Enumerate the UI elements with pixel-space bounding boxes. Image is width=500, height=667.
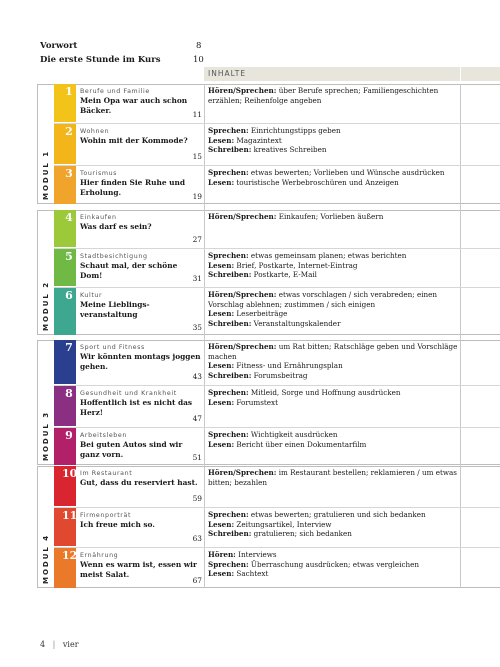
intro-erste-stunde-page: 10 bbox=[193, 55, 204, 65]
chapter-content bbox=[208, 430, 459, 449]
content-line bbox=[208, 145, 459, 155]
content-line bbox=[208, 136, 459, 146]
chapter-color-bar bbox=[54, 288, 62, 335]
skill-text: etwas vorschlagen / sich verabreden; einen Vorschlag ablehnen; zustimmen / sich einigen bbox=[208, 290, 438, 309]
chapter-color-bar bbox=[54, 210, 62, 247]
chapter-content bbox=[208, 251, 459, 280]
chapter-color-bar bbox=[54, 249, 62, 286]
skill-label: Hören/Sprechen: bbox=[208, 342, 277, 351]
chapter-number: 3 bbox=[62, 166, 76, 204]
skill-label: Sprechen: bbox=[208, 388, 249, 397]
skill-label: Lesen: bbox=[208, 361, 235, 370]
module-3-label: MODUL 3 bbox=[42, 410, 50, 461]
content-line bbox=[208, 309, 459, 319]
skill-label: Hören/Sprechen: bbox=[208, 212, 277, 221]
row-separator bbox=[54, 165, 500, 166]
skill-label: Sprechen: bbox=[208, 168, 249, 177]
chapter-content bbox=[208, 468, 459, 487]
skill-label: Lesen: bbox=[208, 309, 235, 318]
skill-text: Bericht über einen Dokumentarfilm bbox=[234, 439, 367, 449]
page-word: vier bbox=[62, 640, 79, 649]
skill-label: Lesen: bbox=[208, 397, 235, 407]
content-line bbox=[208, 430, 459, 440]
chapter-title: Einkaufen bbox=[80, 214, 117, 221]
chapter-content bbox=[208, 86, 459, 105]
content-line bbox=[208, 261, 459, 271]
chapter-color-bar bbox=[54, 466, 62, 506]
chapter-subtitle: Bei guten Autos sind wir ganz vorn. bbox=[80, 440, 183, 459]
chapter-title: Ernährung bbox=[80, 552, 119, 559]
chapter-number: 5 bbox=[62, 249, 76, 286]
skill-label: Schreiben: bbox=[208, 145, 252, 154]
chapter-color-bar bbox=[54, 386, 62, 426]
chapter-number: 11 bbox=[62, 508, 76, 546]
chapter-entry[interactable] bbox=[80, 548, 202, 588]
page-footer bbox=[40, 640, 79, 649]
intro-vorwort-page: 8 bbox=[196, 41, 202, 51]
skill-label: Sprechen: bbox=[208, 430, 249, 439]
chapter-color-bar bbox=[54, 428, 62, 465]
chapter-entry[interactable] bbox=[80, 340, 202, 384]
content-line bbox=[208, 560, 459, 570]
skill-label: Lesen: bbox=[208, 439, 235, 449]
chapter-content bbox=[208, 290, 459, 328]
content-line bbox=[208, 468, 459, 487]
skill-label: Lesen: bbox=[208, 519, 235, 529]
skill-label: Sprechen: bbox=[208, 510, 249, 519]
chapter-number: 10 bbox=[62, 466, 76, 506]
chapter-subtitle: Gut, dass du reserviert hast. bbox=[80, 478, 198, 487]
skill-text: Interviews bbox=[235, 550, 277, 559]
chapter-color-bar bbox=[54, 340, 62, 384]
chapter-number: 12 bbox=[62, 548, 76, 588]
content-line bbox=[208, 319, 459, 329]
chapter-page: 63 bbox=[192, 534, 202, 543]
skill-text: Wichtigkeit ausdrücken bbox=[248, 430, 338, 439]
row-separator bbox=[54, 248, 500, 249]
row-separator bbox=[54, 547, 500, 548]
module-2-label: MODUL 2 bbox=[42, 280, 50, 331]
skill-text: Brief, Postkarte, Internet-Eintrag bbox=[234, 260, 358, 270]
chapter-entry[interactable] bbox=[80, 124, 202, 164]
skill-label: Sprechen: bbox=[208, 559, 249, 569]
chapter-subtitle: Was darf es sein? bbox=[80, 222, 152, 231]
skill-text: Veranstaltungskalender bbox=[251, 318, 341, 328]
chapter-title: Arbeitsleben bbox=[80, 432, 127, 439]
content-line bbox=[208, 126, 459, 136]
chapter-subtitle: Hier finden Sie Ruhe und Erholung. bbox=[80, 178, 186, 197]
chapter-content bbox=[208, 212, 459, 222]
skill-text: Leserbeiträge bbox=[234, 309, 288, 318]
content-line bbox=[208, 168, 459, 178]
skill-label: Sprechen: bbox=[208, 126, 249, 135]
chapter-number: 4 bbox=[62, 210, 76, 247]
chapter-page: 51 bbox=[192, 453, 202, 462]
skill-label: Lesen: bbox=[208, 135, 235, 145]
module-1-label: MODUL 1 bbox=[42, 149, 50, 200]
page-number: 4 bbox=[40, 640, 46, 649]
chapter-title: Gesundheit und Krankheit bbox=[80, 390, 177, 397]
skill-text: Einrichtungstipps geben bbox=[248, 126, 341, 135]
chapter-content bbox=[208, 168, 459, 187]
content-line bbox=[208, 388, 459, 398]
chapter-number: 6 bbox=[62, 288, 76, 335]
content-line bbox=[208, 510, 459, 520]
chapter-content bbox=[208, 342, 459, 380]
chapter-subtitle: Wir könnten montags joggen gehen. bbox=[80, 352, 201, 371]
chapter-subtitle: Hoffentlich ist es nicht das Herz! bbox=[80, 398, 193, 417]
content-line bbox=[208, 86, 459, 105]
skill-text: etwas bewerten; gratulieren und sich bedanken bbox=[248, 510, 426, 519]
inhalte-header: INHALTE bbox=[204, 67, 500, 81]
row-separator bbox=[54, 385, 500, 386]
skill-label: Lesen: bbox=[208, 177, 235, 187]
row-separator bbox=[54, 427, 500, 428]
chapter-color-bar bbox=[54, 124, 62, 164]
skill-label: Schreiben: bbox=[208, 270, 252, 279]
chapter-page: 59 bbox=[192, 494, 202, 503]
chapter-entry[interactable] bbox=[80, 210, 202, 247]
skill-text: im Restaurant bestellen; reklamieren / um etwas bitten; bezahlen bbox=[208, 468, 457, 487]
skill-text: etwas bewerten; Vorlieben und Wünsche ausdrücken bbox=[248, 168, 445, 177]
skill-label: Lesen: bbox=[208, 569, 235, 578]
chapter-page: 43 bbox=[192, 372, 202, 381]
row-separator bbox=[54, 287, 500, 288]
chapter-content bbox=[208, 510, 459, 539]
chapter-number: 2 bbox=[62, 124, 76, 164]
footer-separator: | bbox=[52, 640, 56, 649]
chapter-number: 1 bbox=[62, 84, 76, 122]
chapter-title: Sport und Fitness bbox=[80, 344, 145, 351]
skill-text: Zeitungsartikel, Interview bbox=[234, 519, 332, 529]
chapter-number: 9 bbox=[62, 428, 76, 465]
chapter-entry[interactable] bbox=[80, 428, 202, 465]
chapter-content bbox=[208, 388, 459, 407]
content-line bbox=[208, 251, 459, 261]
skill-label: Hören/Sprechen: bbox=[208, 468, 277, 477]
skill-label: Hören/Sprechen: bbox=[208, 290, 277, 299]
chapter-entry[interactable] bbox=[80, 288, 202, 335]
content-line bbox=[208, 529, 459, 539]
chapter-subtitle: Mein Opa war auch schon Bäcker. bbox=[80, 96, 188, 115]
content-line bbox=[208, 290, 459, 309]
skill-label: Sprechen: bbox=[208, 251, 249, 260]
chapter-entry[interactable] bbox=[80, 166, 202, 204]
column-divider bbox=[460, 84, 461, 588]
chapter-subtitle: Schaut mal, der schöne Dom! bbox=[80, 261, 178, 280]
intro-erste-stunde: Die erste Stunde im Kurs bbox=[40, 55, 161, 65]
row-separator bbox=[54, 123, 500, 124]
skill-text: Mitleid, Sorge und Hoffnung ausdrücken bbox=[248, 388, 401, 397]
content-line bbox=[208, 569, 459, 579]
skill-text: Postkarte, E-Mail bbox=[251, 270, 317, 279]
header-divider bbox=[460, 67, 461, 81]
content-line bbox=[208, 342, 459, 361]
chapter-page: 35 bbox=[192, 323, 202, 332]
chapter-subtitle: Wohin mit der Kommode? bbox=[80, 136, 188, 145]
chapter-title: Firmenporträt bbox=[80, 512, 132, 519]
skill-text: Sachtext bbox=[234, 569, 269, 578]
chapter-page: 31 bbox=[192, 274, 202, 283]
content-line bbox=[208, 520, 459, 530]
content-line bbox=[208, 440, 459, 450]
skill-text: Fitness- und Ernährungsplan bbox=[234, 361, 343, 370]
skill-label: Schreiben: bbox=[208, 529, 252, 538]
chapter-entry[interactable] bbox=[80, 466, 202, 506]
module-4-label: MODUL 4 bbox=[42, 533, 50, 584]
skill-text: Magazintext bbox=[234, 135, 282, 145]
chapter-color-bar bbox=[54, 508, 62, 546]
skill-label: Hören/Sprechen: bbox=[208, 86, 277, 95]
chapter-content bbox=[208, 126, 459, 155]
content-line bbox=[208, 270, 459, 280]
chapter-entry[interactable] bbox=[80, 386, 202, 426]
chapter-title: Wohnen bbox=[80, 128, 110, 135]
content-line bbox=[208, 371, 459, 381]
skill-text: etwas gemeinsam planen; etwas berichten bbox=[248, 251, 407, 260]
chapter-subtitle: Ich freue mich so. bbox=[80, 520, 155, 529]
chapter-page: 11 bbox=[192, 110, 202, 119]
skill-text: um Rat bitten; Ratschläge geben und Vorschläge machen bbox=[208, 342, 458, 361]
skill-label: Schreiben: bbox=[208, 318, 252, 328]
skill-label: Lesen: bbox=[208, 260, 235, 270]
intro-vorwort: Vorwort bbox=[40, 41, 78, 51]
skill-text: über Berufe sprechen; Familiengeschichten erzählen; Reihenfolge angeben bbox=[208, 86, 439, 105]
content-line bbox=[208, 361, 459, 371]
skill-text: kreatives Schreiben bbox=[251, 145, 327, 154]
chapter-number: 7 bbox=[62, 340, 76, 384]
chapter-title: Tourismus bbox=[80, 170, 118, 177]
chapter-page: 19 bbox=[192, 192, 202, 201]
chapter-color-bar bbox=[54, 166, 62, 204]
skill-text: Forumsbeitrag bbox=[251, 370, 308, 380]
chapter-content bbox=[208, 550, 459, 579]
chapter-entry[interactable] bbox=[80, 249, 202, 286]
skill-text: gratulieren; sich bedanken bbox=[251, 529, 352, 538]
content-line bbox=[208, 398, 459, 408]
chapter-page: 67 bbox=[192, 576, 202, 585]
chapter-subtitle: Meine Lieblings-veranstaltung bbox=[80, 300, 150, 319]
content-line bbox=[208, 550, 459, 560]
skill-text: Forumstext bbox=[234, 397, 278, 407]
chapter-number: 8 bbox=[62, 386, 76, 426]
column-divider bbox=[204, 84, 205, 588]
row-separator bbox=[54, 507, 500, 508]
chapter-subtitle: Wenn es warm ist, essen wir meist Salat. bbox=[80, 560, 197, 579]
content-line bbox=[208, 212, 459, 222]
chapter-entry[interactable] bbox=[80, 508, 202, 546]
chapter-title: Stadtbesichtigung bbox=[80, 253, 148, 260]
chapter-page: 15 bbox=[192, 152, 202, 161]
content-line bbox=[208, 178, 459, 188]
chapter-title: Im Restaurant bbox=[80, 470, 133, 477]
chapter-page: 27 bbox=[192, 235, 202, 244]
chapter-color-bar bbox=[54, 84, 62, 122]
skill-text: touristische Werbebroschüren und Anzeigen bbox=[234, 177, 399, 187]
chapter-page: 47 bbox=[192, 414, 202, 423]
skill-label: Hören: bbox=[208, 550, 236, 559]
skill-text: Einkaufen; Vorlieben äußern bbox=[276, 212, 384, 221]
chapter-color-bar bbox=[54, 548, 62, 588]
chapter-entry[interactable] bbox=[80, 84, 202, 122]
chapter-title: Berufe und Familie bbox=[80, 88, 150, 95]
chapter-title: Kultur bbox=[80, 292, 103, 299]
skill-text: Überraschung ausdrücken; etwas vergleichen bbox=[248, 559, 420, 569]
skill-label: Schreiben: bbox=[208, 370, 252, 380]
